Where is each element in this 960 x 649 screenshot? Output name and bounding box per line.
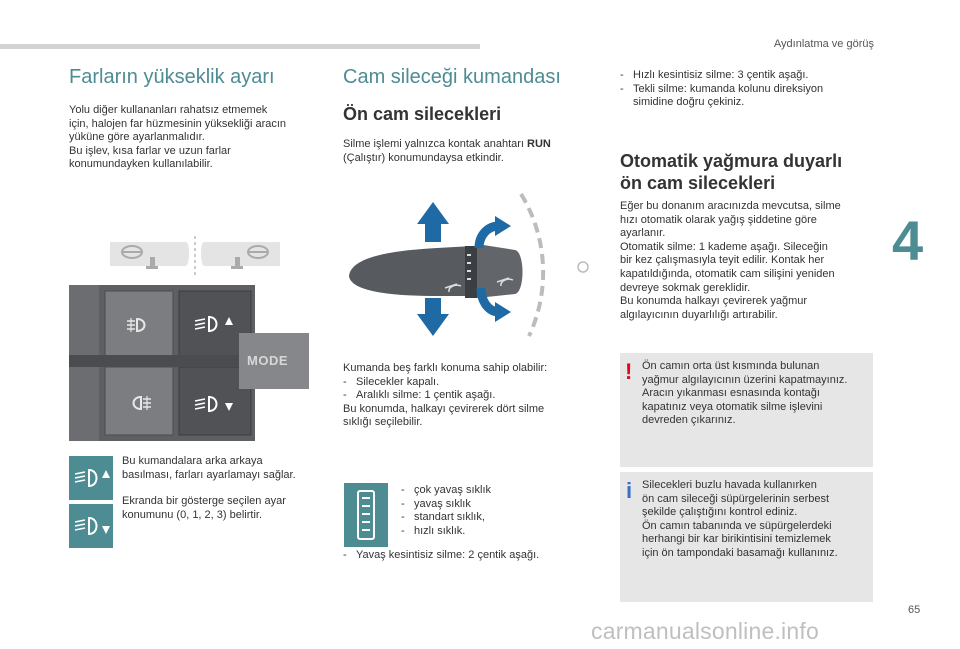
- page-number: 65: [908, 604, 921, 616]
- list-item: - Aralıklı silme: 1 çentik aşağı.: [343, 389, 496, 402]
- headlamp-intro: [69, 104, 319, 172]
- text-line: (Çalıştır) konumundaysa etkindir.: [343, 151, 504, 164]
- list-item: - standart sıklık,: [401, 511, 485, 524]
- section-title-headlamp: Farların yükseklik ayarı: [69, 66, 275, 88]
- text-span: simidine doğru çekiniz.: [633, 96, 745, 109]
- off-position-marker: [578, 262, 588, 272]
- info-text: [642, 479, 870, 561]
- auto-wiper-body: [620, 200, 875, 322]
- text-line: bir kez çalışmasıyla teyit edilir. Kontak her: [620, 254, 825, 267]
- text-line: Ekranda bir gösterge seçilen ayar: [122, 495, 286, 507]
- wiper-positions-continued: [620, 69, 870, 110]
- title-line: Otomatik yağmura duyarlı: [620, 151, 843, 171]
- text-line: Silecekleri buzlu havada kullanırken: [642, 479, 817, 491]
- list-item: [620, 96, 870, 110]
- text-line: Otomatik silme: 1 kademe aşağı. Sileceğin: [620, 240, 828, 253]
- subsection-title-auto-wipers: [620, 150, 880, 194]
- wiper-stalk-diagram: [345, 188, 595, 348]
- wiper-speeds: [401, 484, 591, 538]
- text-line: yüküne göre ayarlanmalıdır.: [69, 131, 205, 144]
- info-box: [620, 472, 873, 602]
- arrow-down-icon: [417, 298, 449, 336]
- text-line: sıklığı seçilebilir.: [343, 416, 423, 429]
- arrow-up-icon: [417, 202, 449, 242]
- chapter-number: 4: [892, 209, 924, 272]
- warning-icon: !: [625, 359, 633, 384]
- text-line: kapatınız veya otomatik silme işlevini: [642, 400, 823, 413]
- mode-button-label: MODE: [247, 353, 288, 368]
- text-line: devreden çıkarınız.: [642, 414, 736, 427]
- warning-text: [642, 360, 870, 428]
- headlamp-desc-1: [122, 455, 322, 482]
- text-line: için ön tampondaki basamağı kullanınız.: [642, 546, 838, 559]
- list-item: - Tekli silme: kumanda kolunu direksiyon: [620, 82, 824, 95]
- section-title-wiper: Cam sileceği kumandası: [343, 66, 561, 88]
- text-line: Bu konumda, halkayı çevirerek dört silme: [343, 402, 545, 415]
- text-line: kapatıldığında, otomatik cam silişini yeniden: [620, 267, 835, 280]
- list-item: - hızlı sıklık.: [401, 524, 466, 537]
- subsection-title-front-wipers: Ön cam silecekleri: [343, 104, 502, 124]
- headlamp-down-button-icon: [193, 393, 237, 415]
- text-line: [343, 138, 593, 152]
- text-line: herhangi bir kar birikintisini temizlemek: [642, 533, 831, 546]
- text-line: Yolu diğer kullananları rahatsız etmemek: [69, 104, 268, 116]
- fog-lamp-icon: [125, 315, 153, 335]
- wiper-positions: [343, 362, 603, 430]
- text-line: konumunu (0, 1, 2, 3) belirtir.: [122, 508, 263, 521]
- text-line: algılayıcının duyarlılığı artırabilir.: [620, 308, 778, 321]
- text-line: Bu kumandalara arka arkaya: [122, 455, 263, 467]
- text-span: yavaş sıklık: [414, 497, 471, 510]
- text-span: Hızlı kesintisiz silme: 3 çentik aşağı.: [633, 69, 809, 81]
- list-item: - Silecekler kapalı.: [343, 375, 440, 388]
- headlamp-up-button-icon: [193, 313, 237, 335]
- rear-fog-lamp-icon: [125, 393, 153, 413]
- wiper-intro: [343, 138, 593, 165]
- text-line: konumundayken kullanılabilir.: [69, 158, 213, 171]
- text-line: Ön camın tabanında ve süpürgelerdeki: [642, 519, 832, 532]
- text-line: devreye sokmak gereklidir.: [620, 281, 751, 294]
- headlamp-control-panel: [69, 285, 309, 441]
- wiper-speed-selector-icon: [344, 483, 388, 547]
- text-span: Yavaş kesintisiz silme: 2 çentik aşağı.: [356, 549, 540, 561]
- text-line: Aracın yıkanması esnasında kontağı: [642, 387, 820, 400]
- headlamp-up-icon: [69, 456, 113, 500]
- arrow-rotate-up-icon: [479, 216, 511, 248]
- text-span: Aralıklı silme: 1 çentik aşağı.: [356, 389, 496, 402]
- text-line: yağmur algılayıcının üzerini kapatmayınız.: [642, 373, 848, 386]
- text-line: Eğer bu donanım aracınızda mevcutsa, silme: [620, 200, 841, 212]
- text-span: çok yavaş sıklık: [414, 484, 492, 496]
- text-span: Silme işlemi yalnızca kontak anahtarı: [343, 138, 528, 150]
- text-line: ön cam sileceği süpürgelerinin serbest: [642, 492, 830, 505]
- watermark: carmanualsonline.info: [591, 618, 819, 644]
- vehicle-load-figure: [110, 236, 280, 276]
- info-icon: i: [626, 478, 633, 503]
- text-line: hızı otomatik olarak yağış şiddetine göre: [620, 213, 817, 226]
- text-line: Bu konumda halkayı çevirerek yağmur: [620, 295, 808, 308]
- title-line: ön cam silecekleri: [620, 173, 776, 193]
- headlamp-desc-2: [122, 495, 322, 522]
- text-line: şekilde çalıştığını kontrol ediniz.: [642, 506, 798, 519]
- list-item: - çok yavaş sıklık: [401, 484, 492, 496]
- header-rule: [0, 44, 480, 49]
- text-line: Bu işlev, kısa farlar ve uzun farlar: [69, 144, 231, 157]
- list-item: - Hızlı kesintisiz silme: 3 çentik aşağı.: [620, 69, 809, 81]
- list-item: - yavaş sıklık: [401, 497, 471, 510]
- running-header: Aydınlatma ve görüş: [773, 38, 874, 50]
- run-keyword: RUN: [527, 138, 551, 150]
- text-span: Silecekler kapalı.: [356, 375, 440, 388]
- headlamp-down-icon: [69, 504, 113, 548]
- text-span: Tekli silme: kumanda kolunu direksiyon: [633, 82, 824, 95]
- text-line: için, halojen far hüzmesinin yüksekliği aracın: [69, 117, 287, 130]
- text-line: ayarlanır.: [620, 227, 666, 240]
- warning-box: [620, 353, 873, 467]
- text-line: basılması, farları ayarlamayı sağlar.: [122, 468, 296, 481]
- text-span: hızlı sıklık.: [414, 524, 466, 537]
- text-line: Kumanda beş farklı konuma sahip olabilir:: [343, 362, 548, 374]
- list-item: - Yavaş kesintisiz silme: 2 çentik aşağı.: [343, 549, 540, 561]
- text-span: standart sıklık,: [414, 511, 485, 524]
- text-line: Ön camın orta üst kısmında bulunan: [642, 360, 820, 372]
